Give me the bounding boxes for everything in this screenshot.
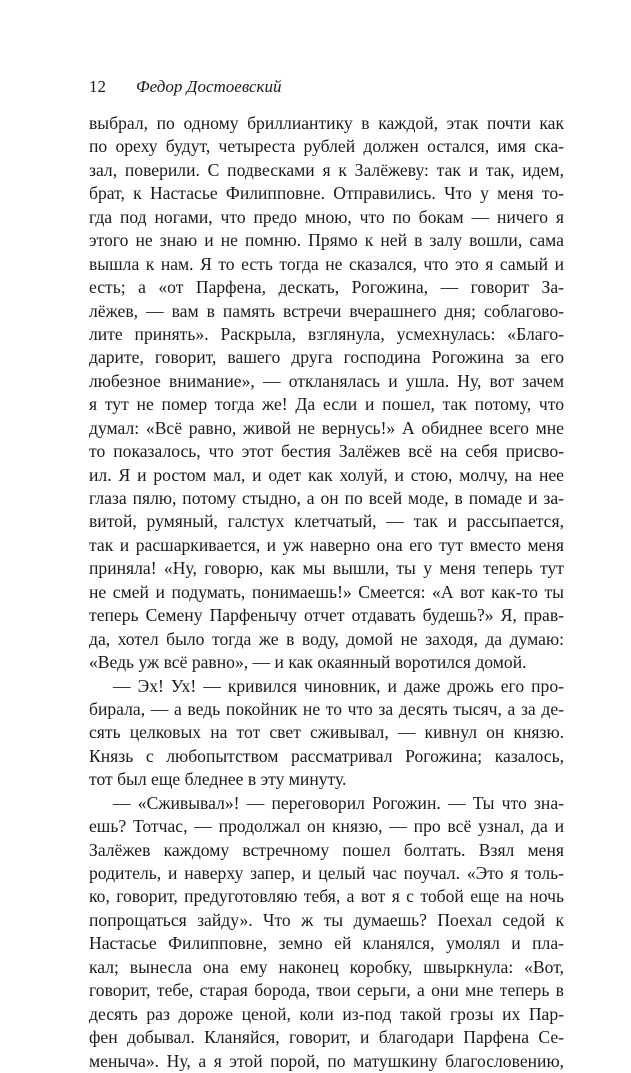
text-line: сять целковых на тот свет сживывал, — кивнул он князю. [89, 722, 564, 743]
text-line: вышла к нам. Я то есть тогда не сказался, что это я самый и [89, 253, 564, 274]
text-line: любезное внимание», — откланялась и ушла. Ну, вот зачем [89, 370, 564, 391]
text-line: не смей и подумать, понимаешь!» Смеется: «А вот как-то ты [89, 581, 564, 602]
text-line: я тут не помер тогда же! Да если и пошел, так потому, что [89, 394, 564, 415]
body-text [89, 112, 564, 1073]
text-line: приняла! «Ну, говорю, как мы вышли, ты у меня теперь тут [89, 558, 564, 579]
text-line: то показалось, что этот бестия Залёжев всё на себя присво- [89, 441, 564, 462]
text-line: этого не знаю и не помню. Прямо к ней в залу вошли, сама [89, 230, 564, 251]
text-line: брат, к Настасье Филипповне. Отправились. Что у меня то- [89, 183, 564, 204]
text-line: фен добывал. Кланяйся, говорит, и благодари Парфена Се- [89, 1027, 564, 1048]
text-line: лите принять». Раскрыла, взглянула, усмехнулась: «Благо- [89, 323, 564, 344]
text-line: выбрал, по одному бриллиантику в каждой, этак почти как [89, 113, 564, 133]
text-line: говорит, тебе, старая борода, твои серьги, а они мне теперь в [89, 980, 564, 1001]
text-line: меныча». Ну, а я этой порой, по матушкину благословению, [89, 1050, 564, 1071]
text-line: так и расшаркивается, и уж наверно она его тут вместо меня [89, 534, 564, 555]
text-line: есть; а «от Парфена, дескать, Рогожина, — говорит За- [89, 277, 564, 298]
running-head-author: Федор Достоевский [136, 77, 282, 96]
text-line: ил. Я и ростом мал, и одет как холуй, и стою, молчу, на нее [89, 464, 564, 485]
text-line: Настасье Филипповне, земно ей кланялся, умолял и пла- [89, 933, 564, 954]
text-line: лёжев, — вам в память встречи вчерашнего дня; соблагово- [89, 300, 564, 321]
text-line: ко, говорит, предуготовляю тебя, а вот я с тобой еще на ночь [89, 886, 564, 907]
text-line: теперь Семену Парфенычу отчет отдавать будешь?» Я, прав- [89, 605, 564, 626]
text-line: глаза пялю, потому стыдно, а он по всей моде, в помаде и за- [89, 488, 564, 508]
text-line: по ореху будут, четыреста рублей должен остался, имя ска- [89, 136, 564, 157]
text-line: кал; вынесла она ему наконец коробку, швыркнула: «Вот, [89, 956, 564, 977]
text-line: тот был еще бледнее в эту минуту. [89, 769, 347, 790]
text-line: Князь с любопытством рассматривал Рогожина; казалось, [89, 745, 564, 766]
text-line: ешь? Тотчас, — продолжал он князю, — про всё узнал, да и [89, 816, 564, 837]
text-line: попрощаться зайду». Что ж ты думаешь? Поехал седой к [89, 909, 564, 930]
text-line: «Ведь уж всё равно», — и как окаянный воротился домой. [89, 652, 527, 673]
text-line: десять раз дороже ценой, коли из-под такой грозы их Пар- [89, 1003, 564, 1024]
text-line: да, хотел было тогда же в воду, домой не заходя, да думаю: [89, 628, 564, 649]
text-line: — Эх! Ух! — кривился чиновник, и даже дрожь его про- [113, 675, 564, 696]
text-line: бирала, — а ведь покойник не то что за десять тысяч, а за де- [89, 698, 564, 719]
text-line: витой, румяный, галстух клетчатый, — так и рассыпается, [89, 511, 564, 532]
page-header [89, 77, 569, 101]
text-line: гда под ногами, что предо мною, что по бокам — ничего я [89, 206, 564, 227]
text-line: зал, поверили. С подвесками я к Залёжеву: так и так, идем, [89, 159, 564, 180]
text-line: — «Сживывал»! — переговорил Рогожин. — Ты что зна- [113, 792, 564, 813]
text-line: Залёжев каждому встречному пошел болтать. Взял меня [89, 839, 564, 860]
text-line: дарите, говорит, вашего друга господина Рогожина за его [89, 347, 564, 368]
text-line: родитель, и наверху запер, и целый час поучал. «Это я толь- [89, 863, 564, 883]
text-line: думал: «Всё равно, живой не вернусь!» А обиднее всего мне [89, 417, 564, 438]
page-number: 12 [89, 77, 106, 96]
